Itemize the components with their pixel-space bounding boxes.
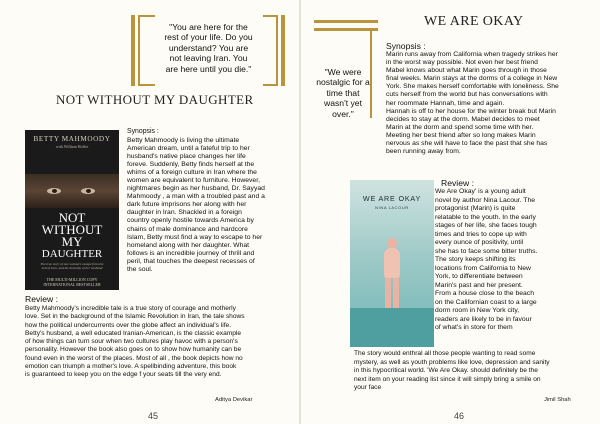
review-text: We Are Okay' is a young adult novel by author Nina Lacour. The protagonist (Marin) is quite relatable to the youth. In the early stages of her life, she faces tough times and tries to cope up with every ounce of positivity, until she has to face some bitter truths. The story keeps shifting its locations from California to New York, to differentiate between Marin's past and her present. From a house close to the beach on the Californian coast to a large dorm room in New York city, readers are likely to be in favour of what's in store for them [435, 188, 538, 331]
quote-frame-bar [131, 15, 135, 86]
book-title: NOT WITHOUT MY DAUGHTER [56, 92, 254, 107]
cover-title-line: WITHOUT [41, 222, 103, 237]
review-author: Jimil Shah [544, 397, 571, 403]
cover-figure [380, 238, 404, 310]
cover-coauthor: with William Hoffer [55, 144, 89, 149]
cover-author: BETTY MAHMOODY [33, 135, 111, 143]
right-page [301, 0, 600, 424]
quote-frame-bar [281, 15, 285, 86]
left-page [0, 0, 299, 424]
review-label: Review : [25, 294, 58, 304]
cover-eyes-photo [25, 174, 119, 208]
cover-footer: INTERNATIONAL BESTSELLER [43, 282, 101, 287]
cover-author: NINA LACOUR [375, 205, 409, 210]
quote-frame-bar [276, 15, 278, 86]
header-rule [314, 20, 378, 23]
book-cover-image [350, 180, 434, 347]
book-cover-image [25, 130, 119, 290]
page-number: 46 [454, 411, 465, 421]
closing-text: The story would enthral all those people wanting to read some mystery, as well as youth problems like love, depression and sanity in this hypocritical world. 'We Are Okay. should definitely be the next item on your reading list since it will simply bring a smile on your face [354, 350, 550, 391]
book-title: WE ARE OKAY [424, 14, 524, 29]
cover-title-line: MY [61, 234, 83, 249]
quote-frame-bar [138, 15, 140, 86]
review-text: Betty Mahmoody's incredible tale is a true story of courage and motherly love. Set in the background of the Islamic Revolution in Iran, the tale shows how the political undercurrents over the globe affect an individual's life. Betty's husband, a well educated Iranian-American, is the classic example of how things can turn sour when two cultures play havoc with a person's personality. However the book also goes on to show how humanity can be found even in the worst of the places. Most of all , the book depicts how no emotion can triumph a mother's love. A spellbinding adventure, this book is guaranteed to keep you on the edge f your seats till the very end. [25, 305, 245, 379]
cover-title-line: NOT [58, 210, 86, 225]
synopsis-label: Synopsis : [386, 41, 426, 51]
cover-tagline: The true story of one woman's escape from the hell of Iran, and the brutality of her husband [40, 262, 104, 270]
cover-water [350, 308, 434, 347]
pull-quote: "We were nostalgic for a time that wasn't yet over." [316, 67, 370, 119]
cover-footer: THE MULTI-MILLION COPY [46, 277, 98, 282]
cover-title-line: DAUGHTER [41, 248, 103, 260]
quote-frame-bar [140, 84, 155, 86]
quote-frame-bar [263, 15, 276, 17]
cover-title: WE ARE OKAY [362, 194, 422, 203]
pull-quote: "You are here for the rest of your life. Do you understand? You are not leaving Iran. You are here until you die." [164, 22, 253, 74]
synopsis-text: Marin runs away from California when tragedy strikes her in the worst way possible. Not even her best friend Mabel knows about what Marin goes through in those final weeks. Marin stays at the dorms of a college in New York. She makes herself comfortable with loneliness. She cuts herself from the world but has conversations with her roommate Hannah, time and again. Hannah is off to her house for the winter break but Marin decides to stay at the dorm. Mabel decides to meet Marin at the dorm and spend some time with her. Meeting her best friend after so long makes Marin nervous as she will have to face the past that she has been running away from. [386, 51, 559, 156]
synopsis-label: Synopsis : [127, 128, 159, 135]
review-label: Review : [441, 178, 474, 188]
review-author: Aditya Devikar [215, 397, 253, 403]
header-rule [314, 28, 378, 31]
synopsis-text: Betty Mahmoody is living the ultimate American dream, until a fateful trip to her husband's native place changes her life foreve. Suddenly, Betty finds herself at the whims of a foreign culture in Iran where the women are equivalent to furniture. However, nightmares begin as her husband, Dr. Sayyad Mahmoody , a man with a troubled past and a dark future imprisons her along with her daughter in Iran. Shackled in a foreign country openly hostile towards America by chains of male dominance and hardcore Islam, Betty must find a way to escape to her homeland along with her daughter. What follows is an incredible journey of thrill and peril, that touches the deepest recesses of the soul. [127, 137, 265, 273]
quote-frame-bar [263, 84, 276, 86]
quote-frame-bar [140, 15, 155, 17]
page-number: 45 [148, 411, 159, 421]
